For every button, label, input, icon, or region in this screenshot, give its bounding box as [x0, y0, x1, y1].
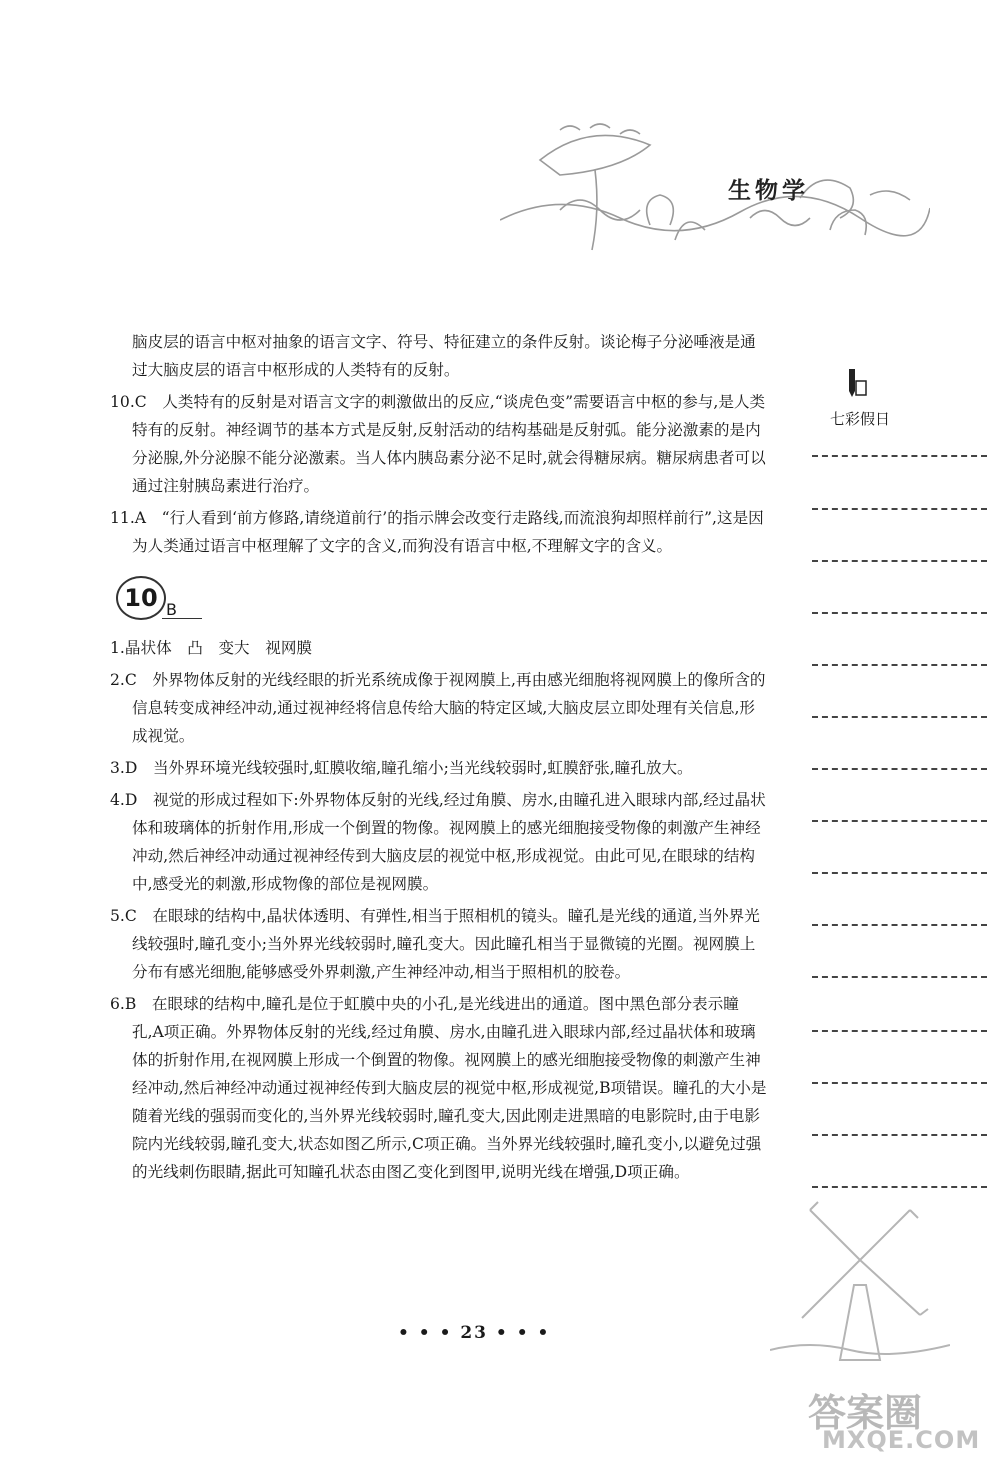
- note-line: [812, 820, 987, 822]
- note-line: [812, 872, 987, 874]
- answer-item: 6.B 在眼球的结构中,瞳孔是位于虹膜中央的小孔,是光线进出的通道。图中黑色部分表示瞳孔,A项正确。外界物体反射的光线,经过角膜、房水,由瞳孔进入眼球内部,经过晶状体和玻璃体的折射作用,在视网膜上形成一个倒置的物像。视网膜上的感光细胞接受物像的刺激产生神经冲动,然后神经冲动通过视神经传到大脑皮层的视觉中枢,形成视觉,B项错误。瞳孔的大小是随着光线的强弱而变化的,当外界光线较弱时,瞳孔变大,因此刚走进黑暗的电影院时,由于电影院内光线较弱,瞳孔变大,状态如图乙所示,C项正确。当外界光线较强时,瞳孔变小,以避免过强的光线刺伤眼睛,据此可知瞳孔状态由图乙变化到图甲,说明光线在增强,D项正确。: [110, 995, 767, 1181]
- windmill-decoration: [770, 1190, 950, 1370]
- note-line: [812, 924, 987, 926]
- answer-content: [110, 328, 770, 1190]
- note-line: [812, 768, 987, 770]
- note-line: [812, 612, 987, 614]
- section-letter: B: [166, 600, 177, 619]
- note-line: [812, 455, 987, 457]
- note-line: [812, 664, 987, 666]
- page-number: • • • 23 • • •: [398, 1323, 551, 1343]
- note-line: [812, 716, 987, 718]
- sidebar-title: 七彩假日: [830, 410, 891, 428]
- note-line: [812, 976, 987, 978]
- answer-item: 10.C 人类特有的反射是对语言文字的刺激做出的反应,“谈虎色变”需要语言中枢的参与,是人类特有的反射。神经调节的基本方式是反射,反射活动的结构基础是反射弧。能分泌激素的是内分泌腺,外分泌腺不能分泌激素。当人体内胰岛素分泌不足时,就会得糖尿病。糖尿病患者可以通过注射胰岛素进行治疗。: [110, 393, 766, 495]
- section-underline: [162, 618, 202, 619]
- pen-icon: [843, 367, 869, 403]
- answer-item: 11.A “行人看到‘前方修路,请绕道前行’的指示牌会改变行走路线,而流浪狗却照样前行”,这是因为人类通过语言中枢理解了文字的含义,而狗没有语言中枢,不理解文字的含义。: [110, 509, 764, 555]
- subject-title: 生物学: [728, 177, 809, 204]
- header-decoration: [500, 100, 930, 260]
- note-line: [812, 1082, 987, 1084]
- continuation-paragraph: 脑皮层的语言中枢对抽象的语言文字、符号、特征建立的条件反射。谈论梅子分泌唾液是通过大脑皮层的语言中枢形成的人类特有的反射。: [132, 333, 756, 379]
- answer-item: 2.C 外界物体反射的光线经眼的折光系统成像于视网膜上,再由感光细胞将视网膜上的像所含的信息转变成神经冲动,通过视神经将信息传给大脑的特定区域,大脑皮层立即处理有关信息,形成视觉。: [110, 671, 766, 745]
- answer-item: 5.C 在眼球的结构中,晶状体透明、有弹性,相当于照相机的镜头。瞳孔是光线的通道,当外界光线较强时,瞳孔变小;当外界光线较弱时,瞳孔变大。因此瞳孔相当于显微镜的光圈。视网膜上分布有感光细胞,能够感受外界刺激,产生神经冲动,相当于照相机的胶卷。: [110, 907, 760, 981]
- note-line: [812, 1186, 987, 1188]
- watermark-logo: 答案圈: [808, 1391, 923, 1435]
- section-number: 10: [116, 576, 166, 620]
- answer-item: 1.晶状体 凸 变大 视网膜: [110, 639, 313, 657]
- watermark-url: MXQE.COM: [822, 1426, 981, 1454]
- note-line: [812, 508, 987, 510]
- note-line: [812, 560, 987, 562]
- section-header: [110, 568, 770, 628]
- answer-item: 4.D 视觉的形成过程如下:外界物体反射的光线,经过角膜、房水,由瞳孔进入眼球内部,经过晶状体和玻璃体的折射作用,形成一个倒置的物像。视网膜上的感光细胞接受物像的刺激产生神经冲动,然后神经冲动通过视神经传到大脑皮层的视觉中枢,形成视觉。由此可见,在眼球的结构中,感受光的刺激,形成物像的部位是视网膜。: [110, 791, 766, 893]
- answer-item: 3.D 当外界环境光线较强时,虹膜收缩,瞳孔缩小;当光线较弱时,虹膜舒张,瞳孔放大。: [110, 759, 693, 777]
- note-line: [812, 1030, 987, 1032]
- note-line: [812, 1134, 987, 1136]
